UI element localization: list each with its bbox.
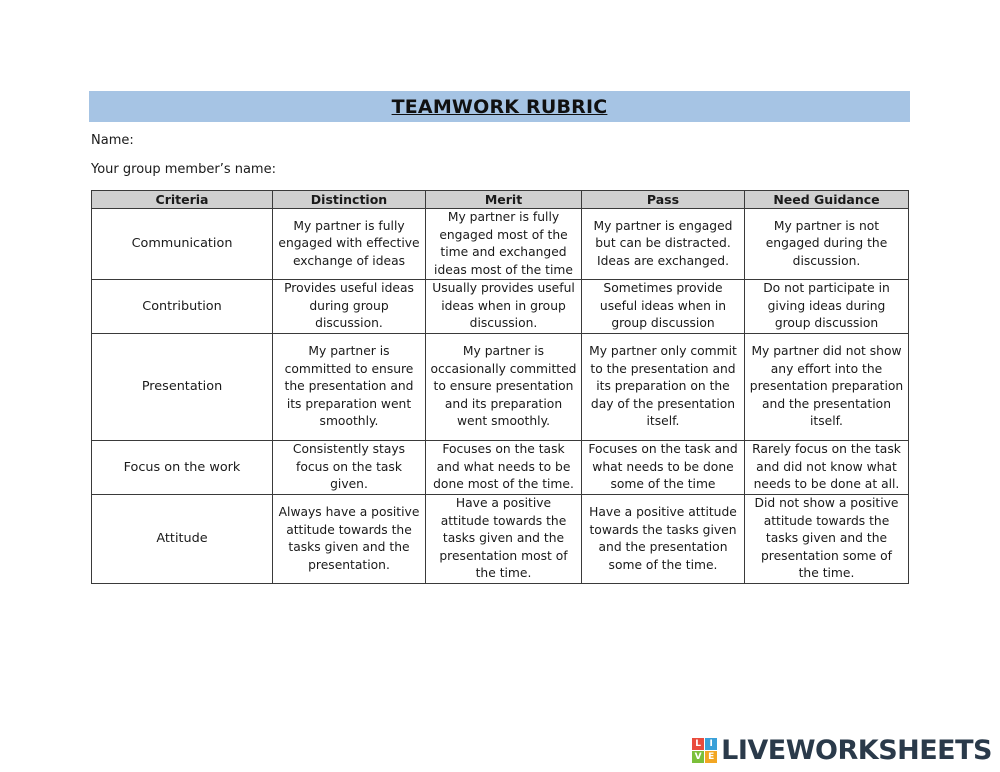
logo-letter-tile: E — [705, 751, 717, 763]
criteria-cell: Communication — [92, 209, 273, 280]
distinction-cell: Provides useful ideas during group discussion. — [273, 280, 426, 334]
logo-letter-tile: L — [692, 738, 704, 750]
need-guidance-cell: My partner is not engaged during the discussion. — [745, 209, 909, 280]
liveworksheets-logo-icon — [692, 738, 717, 763]
distinction-cell: Always have a positive attitude towards the tasks given and the presentation. — [273, 495, 426, 584]
title-bar — [89, 91, 910, 122]
distinction-cell: Consistently stays focus on the task given. — [273, 441, 426, 495]
header-criteria: Criteria — [92, 191, 273, 209]
distinction-cell: My partner is fully engaged with effective exchange of ideas — [273, 209, 426, 280]
table-row — [92, 280, 909, 334]
merit-cell: Usually provides useful ideas when in group discussion. — [426, 280, 582, 334]
table-row — [92, 441, 909, 495]
liveworksheets-brand — [692, 735, 992, 766]
merit-cell: Focuses on the task and what needs to be done most of the time. — [426, 441, 582, 495]
header-need-guidance: Need Guidance — [745, 191, 909, 209]
logo-letter-tile: V — [692, 751, 704, 763]
pass-cell: Have a positive attitude towards the tasks given and the presentation some of the time. — [582, 495, 745, 584]
pass-cell: Sometimes provide useful ideas when in group discussion — [582, 280, 745, 334]
pass-cell: Focuses on the task and what needs to be done some of the time — [582, 441, 745, 495]
criteria-cell: Contribution — [92, 280, 273, 334]
table-row — [92, 209, 909, 280]
header-distinction: Distinction — [273, 191, 426, 209]
need-guidance-cell: Do not participate in giving ideas during group discussion — [745, 280, 909, 334]
name-field-label: Name: — [91, 133, 134, 148]
need-guidance-cell: Did not show a positive attitude towards the tasks given and the presentation some of the time. — [745, 495, 909, 584]
table-row — [92, 334, 909, 441]
need-guidance-cell: My partner did not show any effort into the presentation preparation and the presentation itself. — [745, 334, 909, 441]
page-title: TEAMWORK RUBRIC — [391, 95, 608, 118]
brand-wordmark: LIVEWORKSHEETS — [721, 735, 992, 766]
criteria-cell: Presentation — [92, 334, 273, 441]
distinction-cell: My partner is committed to ensure the presentation and its preparation went smoothly. — [273, 334, 426, 441]
group-member-field-label: Your group member’s name: — [91, 162, 276, 177]
merit-cell: Have a positive attitude towards the tasks given and the presentation most of the time. — [426, 495, 582, 584]
header-pass: Pass — [582, 191, 745, 209]
logo-letter-tile: I — [705, 738, 717, 750]
table-header-row — [92, 191, 909, 209]
criteria-cell: Focus on the work — [92, 441, 273, 495]
pass-cell: My partner only commit to the presentation and its preparation on the day of the presentation itself. — [582, 334, 745, 441]
table-row — [92, 495, 909, 584]
need-guidance-cell: Rarely focus on the task and did not know what needs to be done at all. — [745, 441, 909, 495]
rubric-table — [91, 190, 909, 584]
merit-cell: My partner is fully engaged most of the time and exchanged ideas most of the time — [426, 209, 582, 280]
merit-cell: My partner is occasionally committed to ensure presentation and its preparation went smoothly. — [426, 334, 582, 441]
criteria-cell: Attitude — [92, 495, 273, 584]
pass-cell: My partner is engaged but can be distracted. Ideas are exchanged. — [582, 209, 745, 280]
header-merit: Merit — [426, 191, 582, 209]
